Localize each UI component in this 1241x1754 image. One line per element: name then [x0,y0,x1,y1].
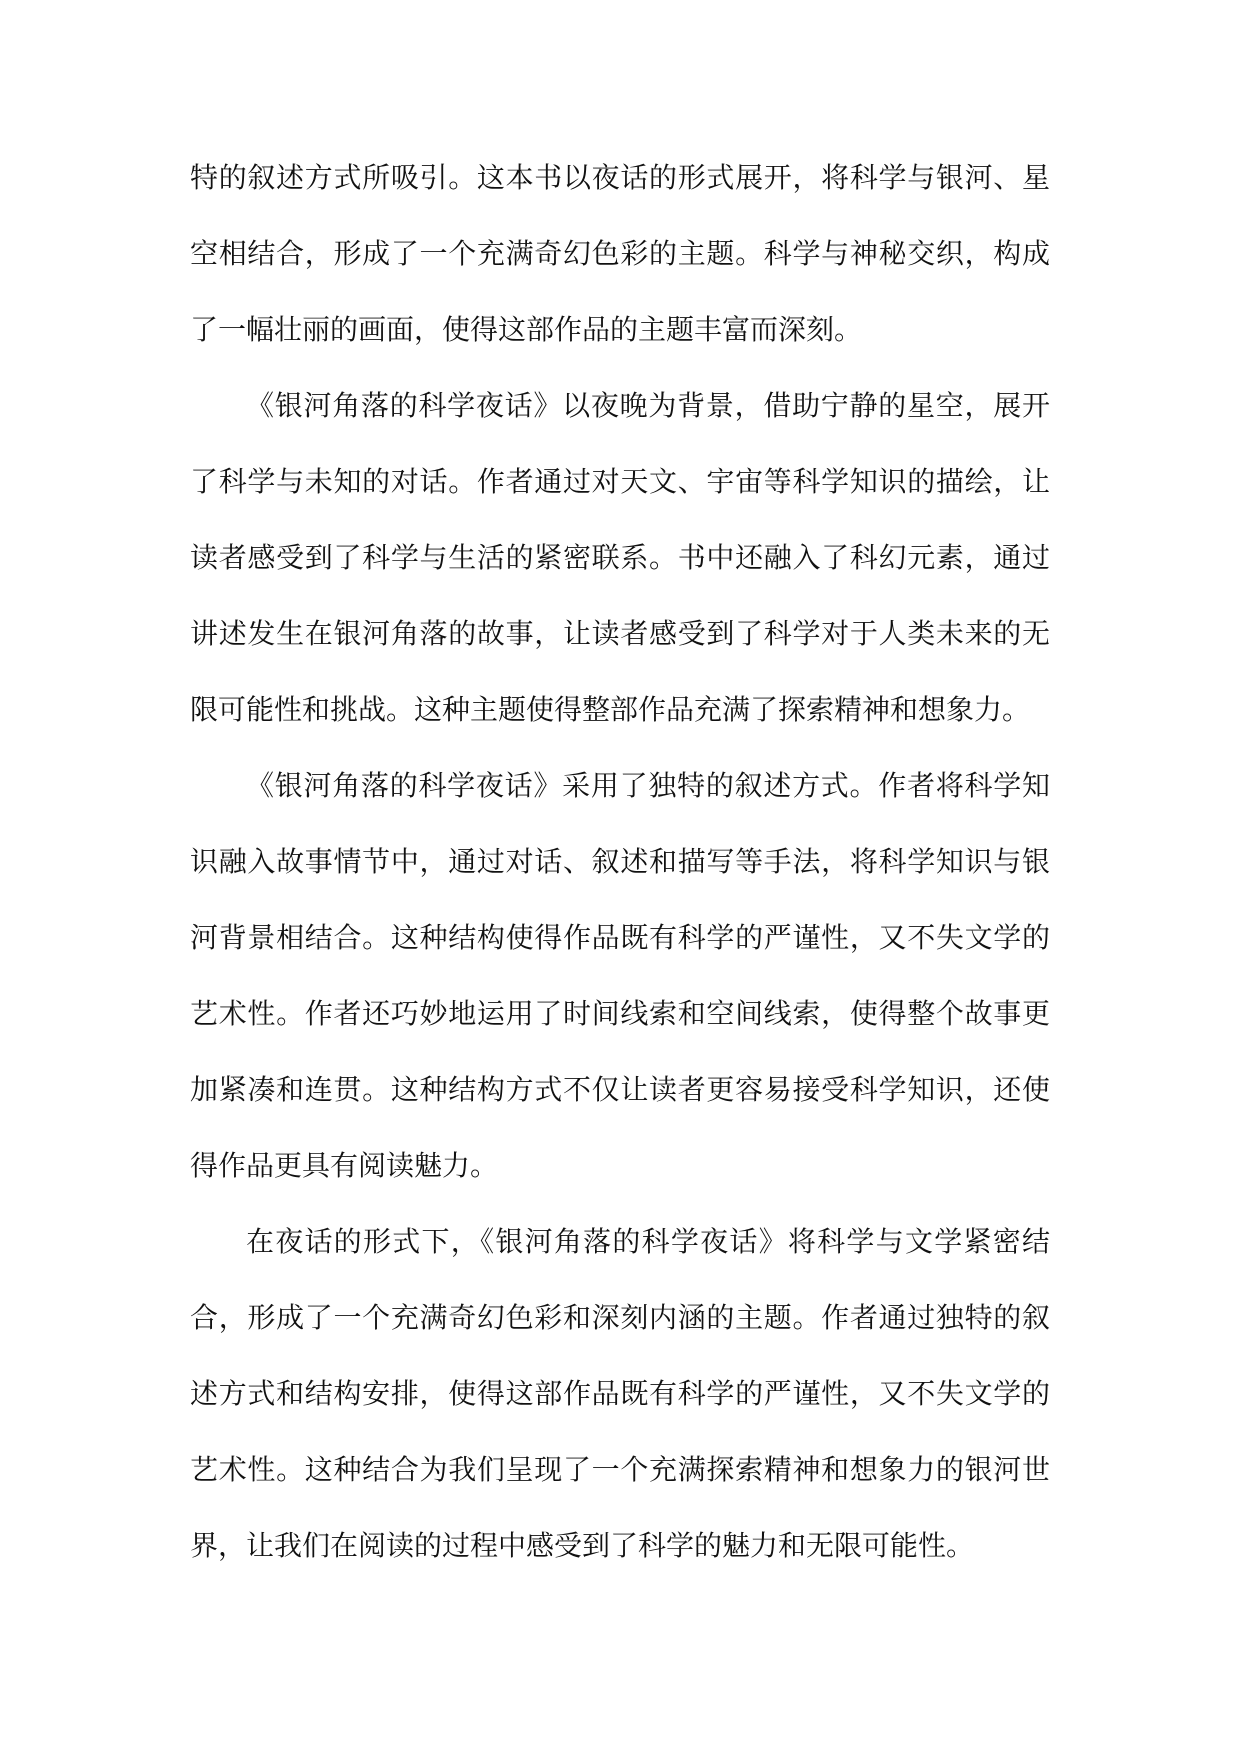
document-body [190,140,1050,1584]
paragraph-4: 在夜话的形式下，《银河角落的科学夜话》将科学与文学紧密结合，形成了一个充满奇幻色彩和深刻内涵的主题。作者通过独特的叙述方式和结构安排，使得这部作品既有科学的严谨性，又不失文学的艺术性。这种结合为我们呈现了一个充满探索精神和想象力的银河世界，让我们在阅读的过程中感受到了科学的魅力和无限可能性。 [190,1225,1050,1562]
paragraph-2: 《银河角落的科学夜话》以夜晚为背景，借助宁静的星空，展开了科学与未知的对话。作者通过对天文、宇宙等科学知识的描绘，让读者感受到了科学与生活的紧密联系。书中还融入了科幻元素，通过讲述发生在银河角落的故事，让读者感受到了科学对于人类未来的无限可能性和挑战。这种主题使得整部作品充满了探索精神和想象力。 [190,389,1050,726]
paragraph-1: 特的叙述方式所吸引。这本书以夜话的形式展开，将科学与银河、星空相结合，形成了一个充满奇幻色彩的主题。科学与神秘交织，构成了一幅壮丽的画面，使得这部作品的主题丰富而深刻。 [190,161,1050,346]
paragraph-3: 《银河角落的科学夜话》采用了独特的叙述方式。作者将科学知识融入故事情节中，通过对话、叙述和描写等手法，将科学知识与银河背景相结合。这种结构使得作品既有科学的严谨性，又不失文学的艺术性。作者还巧妙地运用了时间线索和空间线索，使得整个故事更加紧凑和连贯。这种结构方式不仅让读者更容易接受科学知识，还使得作品更具有阅读魅力。 [190,769,1050,1182]
